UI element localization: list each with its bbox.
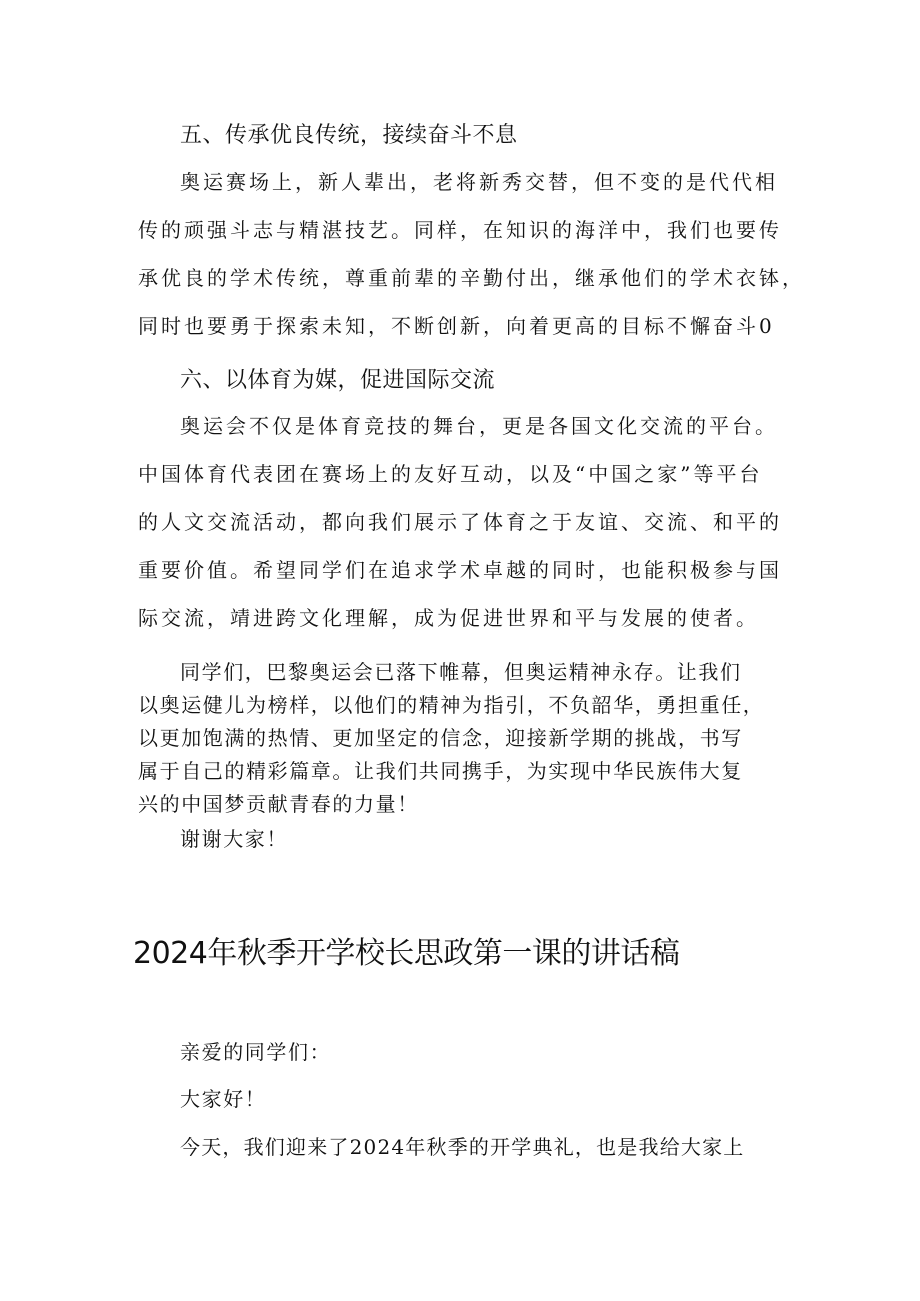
thanks-line: 谢谢大家！ [180,827,288,851]
section6-line-1: 奥运会不仅是体育竞技的舞台，更是各国文化交流的平台。 [180,414,778,438]
speech-title: 2024年秋季开学校长思政第一课的讲话稿 [133,936,680,971]
closing-line-1: 同学们，巴黎奥运会已落下帷幕，但奥运精神永存。让我们 [180,660,742,684]
section-heading-5: 五、传承优良传统，接续奋斗不息 [180,123,518,148]
closing-line-4: 属于自己的精彩篇章。让我们共同携手，为实现中华民族伟大复 [138,759,743,783]
greeting: 大家好！ [180,1087,267,1111]
section6-line-3: 的人文交流活动，都向我们展示了体育之于友谊、交流、和平的 [138,510,782,534]
section5-line-4: 同时也要勇于探索未知，不断创新，向着更高的目标不懈奋斗0 [138,314,775,338]
section5-line-2: 传的顽强斗志与精湛技艺。同样，在知识的海洋中，我们也要传 [138,218,782,242]
closing-line-5: 兴的中国梦贡献青春的力量！ [138,792,419,816]
section6-line-2: 中国体育代表团在赛场上的友好互动，以及“中国之家”等平台 [138,462,763,486]
section6-line-4: 重要价值。希望同学们在追求学术卓越的同时，也能积极参与国 [138,558,782,582]
section6-line-5: 际交流，靖进跨文化理解，成为促进世界和平与发展的使者。 [138,606,759,630]
closing-line-2: 以奥运健儿为榜样，以他们的精神为指引，不负韶华，勇担重任， [138,693,765,717]
section5-line-3: 承优良的学术传统，尊重前辈的辛勤付出，继承他们的学术衣钵， [138,266,805,290]
salutation: 亲爱的同学们： [180,1040,332,1064]
section5-line-1: 奥运赛场上，新人辈出，老将新秀交替，但不变的是代代相 [180,170,778,194]
closing-line-3: 以更加饱满的热情、更加坚定的信念，迎接新学期的挑战，书写 [138,726,743,750]
section-heading-6: 六、以体育为媒，促进国际交流 [180,368,496,393]
opening-line: 今天，我们迎来了2024年秋季的开学典礼，也是我给大家上 [180,1135,745,1159]
